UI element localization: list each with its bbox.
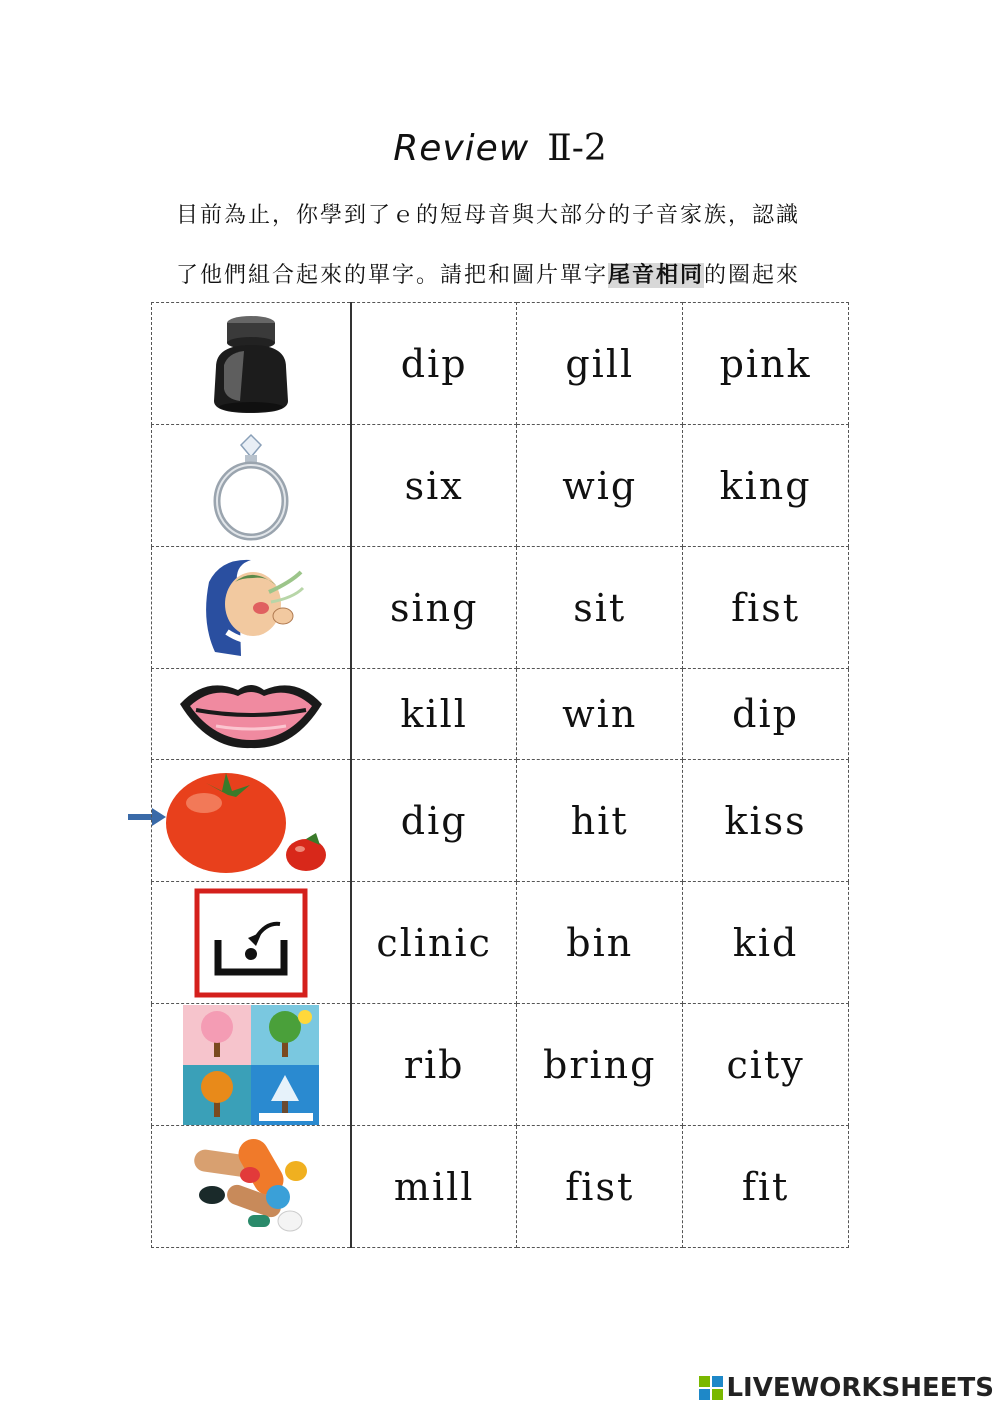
word-option[interactable]: gill: [517, 303, 683, 425]
ring-icon: [152, 425, 352, 547]
lips-icon: [152, 669, 352, 760]
word-option[interactable]: bin: [517, 882, 683, 1004]
instruction-text-before: 了他們組合起來的單字。請把和圖片單字: [176, 263, 609, 288]
table-row: [152, 760, 849, 882]
word-option[interactable]: mill: [351, 1126, 517, 1248]
sniffing-man-icon: [152, 547, 352, 669]
word-option[interactable]: kiss: [683, 760, 849, 882]
word-option[interactable]: clinic: [351, 882, 517, 1004]
table-row: [152, 882, 849, 1004]
word-option[interactable]: wig: [517, 425, 683, 547]
logo-blocks-icon: [699, 1376, 723, 1400]
word-option[interactable]: city: [683, 1004, 849, 1126]
four-seasons-trees-icon: [152, 1004, 352, 1126]
word-option[interactable]: dip: [683, 669, 849, 760]
table-row: [152, 425, 849, 547]
word-option[interactable]: fist: [517, 1126, 683, 1248]
instruction-line-1: 目前為止，你學到了ｅ的短母音與大部分的子音家族，認識: [176, 203, 801, 228]
word-option[interactable]: kid: [683, 882, 849, 1004]
pills-icon: [152, 1126, 352, 1248]
word-option[interactable]: six: [351, 425, 517, 547]
word-option[interactable]: rib: [351, 1004, 517, 1126]
word-option[interactable]: win: [517, 669, 683, 760]
word-option[interactable]: kill: [351, 669, 517, 760]
word-option[interactable]: fit: [683, 1126, 849, 1248]
tomato-icon: [152, 760, 352, 882]
word-option[interactable]: sing: [351, 547, 517, 669]
instruction-line-2: [176, 258, 800, 289]
word-option[interactable]: pink: [683, 303, 849, 425]
table-row: [152, 1126, 849, 1248]
table-row: [152, 303, 849, 425]
worksheet-title: [0, 128, 1000, 169]
title-word: Review: [393, 128, 530, 169]
title-number: Ⅱ-2: [547, 128, 607, 169]
word-option[interactable]: dip: [351, 303, 517, 425]
word-option[interactable]: dig: [351, 760, 517, 882]
word-option[interactable]: sit: [517, 547, 683, 669]
table-row: [152, 547, 849, 669]
table-row: [152, 669, 849, 760]
word-option[interactable]: fist: [683, 547, 849, 669]
brand-name: LIVEWORKSHEETS: [726, 1373, 994, 1403]
word-option[interactable]: hit: [517, 760, 683, 882]
instruction-text-after: 的圈起來: [704, 263, 801, 288]
instruction-highlight: 尾音相同: [608, 263, 705, 288]
sit-down-sign-icon: [152, 882, 352, 1004]
word-table: [151, 302, 849, 1248]
table-row: [152, 1004, 849, 1126]
word-option[interactable]: bring: [517, 1004, 683, 1126]
ink-bottle-icon: [152, 303, 352, 425]
word-option[interactable]: king: [683, 425, 849, 547]
liveworksheets-logo: [699, 1373, 994, 1403]
